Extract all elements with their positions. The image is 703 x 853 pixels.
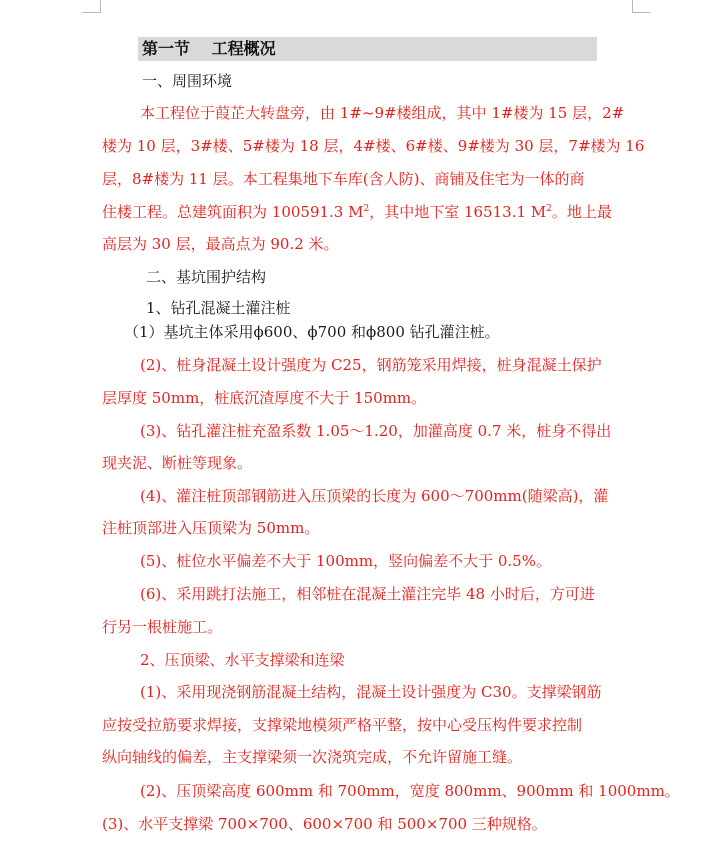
pile-item-4-line-1: (4)、灌注桩顶部钢筋进入压顶梁的长度为 600～700mm(随梁高)，灌 [140,487,609,505]
beam-item-3: (3)、水平支撑梁 700×700、600×700 和 500×700 三种规格。 [102,815,547,833]
pile-item-4-line-2: 注桩顶部进入压顶梁为 50mm。 [102,519,320,537]
pile-item-2-line-2: 层厚度 50mm，桩底沉渣厚度不大于 150mm。 [102,389,427,407]
crop-mark-top-right-vertical [632,0,633,13]
surroundings-line-5: 高层为 30 层，最高点为 90.2 米。 [102,235,339,253]
heading-pit-support: 二、基坑围护结构 [146,268,267,286]
superscript-squared: 2 [546,204,552,214]
surroundings-line-2: 楼为 10 层，3#楼、5#楼为 18 层，4#楼、6#楼、9#楼为 30 层，7#楼为 16 [102,137,645,155]
pile-item-1: （1）基坑主体采用ϕ600、ϕ700 和ϕ800 钻孔灌注桩。 [124,323,500,341]
heading-surroundings: 一、周围环境 [142,72,233,90]
heading-beams: 2、压顶梁、水平支撑梁和连梁 [140,651,345,669]
pile-item-5: (5)、桩位水平偏差不大于 100mm，竖向偏差不大于 0.5%。 [140,552,551,570]
surroundings-line-3: 层，8#楼为 11 层。本工程集地下车库(含人防)、商铺及住宅为一体的商 [102,170,585,188]
surroundings-line-4 [102,202,612,222]
beam-item-2: (2)、压顶梁高度 600mm 和 700mm，宽度 800mm、900mm 和 1000mm。 [140,782,680,800]
heading-bored-piles: 1、钻孔混凝土灌注桩 [146,299,291,317]
surroundings-line-4-part-b: ，其中地下室 16513.1 M [369,203,547,221]
beam-item-1-line-3: 纵向轴线的偏差，主支撑梁须一次浇筑完成，不允许留施工缝。 [102,748,523,766]
surroundings-line-1: 本工程位于葭芷大转盘旁，由 1#~9#楼组成，其中 1#楼为 15 层，2# [140,104,625,122]
pile-item-3-line-1: (3)、钻孔灌注桩充盈系数 1.05～1.20，加灌高度 0.7 米，桩身不得出 [140,422,612,440]
crop-mark-top-left-vertical [100,0,101,13]
beam-item-1-line-1: (1)、采用现浇钢筋混凝土结构，混凝土设计强度为 C30。支撑梁钢筋 [140,683,602,701]
pile-item-2-line-1: (2)、桩身混凝土设计强度为 C25，钢筋笼采用焊接，桩身混凝土保护 [140,356,602,374]
beam-item-1-line-2: 应按受拉筋要求焊接，支撑梁地模须严格平整，按中心受压构件要求控制 [102,716,583,734]
surroundings-line-4-part-c: 。地上最 [551,203,612,221]
pile-item-3-line-2: 现夹泥、断桩等现象。 [102,454,253,472]
crop-mark-top-left-horizontal [82,12,100,13]
superscript-squared: 2 [363,204,370,214]
section-title: 第一节 工程概况 [142,39,276,58]
pile-item-6-line-2: 行另一根桩施工。 [102,618,223,636]
crop-mark-top-right-horizontal [633,12,651,13]
pile-item-6-line-1: (6)、采用跳打法施工，相邻桩在混凝土灌注完毕 48 小时后，方可进 [140,585,595,603]
surroundings-line-4-part-a: 住楼工程。总建筑面积为 100591.3 M [102,203,364,221]
